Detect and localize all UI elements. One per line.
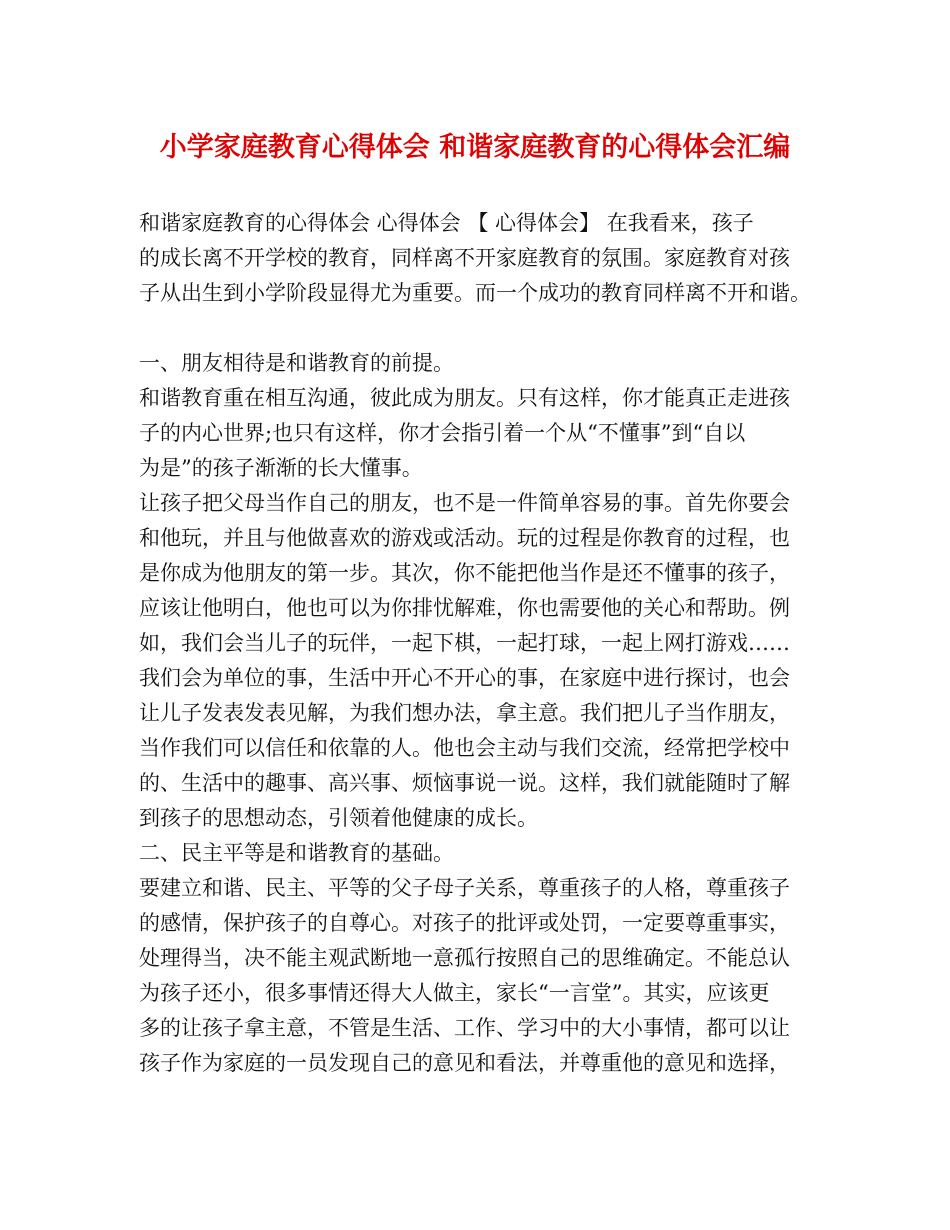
- body-line: 为孩子还小，很多事情还得大人做主，家长“一言堂”。其实，应该更: [139, 981, 770, 1005]
- body-line: 孩子作为家庭的一员发现自己的意见和看法，并尊重他的意见和选择，: [139, 1051, 790, 1075]
- body-line: 的感情，保护孩子的自尊心。对孩子的批评或处罚，一定要尊重事实，: [139, 911, 790, 935]
- body-line: 我们会为单位的事，生活中开心不开心的事，在家庭中进行探讨，也会: [139, 666, 790, 690]
- body-line: 的成长离不开学校的教育，同样离不开家庭教育的氛围。家庭教育对孩: [139, 246, 790, 270]
- body-line: 当作我们可以信任和依靠的人。他也会主动与我们交流，经常把学校中: [139, 736, 790, 760]
- body-line: 是你成为他朋友的第一步。其次，你不能把他当作是还不懂事的孩子，: [139, 561, 790, 585]
- section-heading: 一、朋友相待是和谐教育的前提。: [139, 351, 454, 375]
- body-line: 应该让他明白，他也可以为你排忧解难，你也需要他的关心和帮助。例: [139, 596, 790, 620]
- body-line: 如，我们会当儿子的玩伴，一起下棋，一起打球，一起上网打游戏……: [139, 631, 790, 655]
- body-line: 子从出生到小学阶段显得尤为重要。而一个成功的教育同样离不开和谐。: [139, 281, 811, 305]
- body-line: 和谐家庭教育的心得体会 心得体会 【 心得体会】 在我看来，孩子: [139, 211, 754, 235]
- body-line: 多的让孩子拿主意，不管是生活、工作、学习中的大小事情，都可以让: [139, 1016, 790, 1040]
- body-line: 和他玩，并且与他做喜欢的游戏或活动。玩的过程是你教育的过程，也: [139, 526, 790, 550]
- body-line: 的、生活中的趣事、高兴事、烦恼事说一说。这样，我们就能随时了解: [139, 771, 790, 795]
- document-title: 小学家庭教育心得体会 和谐家庭教育的心得体会汇编: [159, 132, 791, 163]
- body-line: 到孩子的思想动态，引领着他健康的成长。: [139, 806, 538, 830]
- body-line: 处理得当，决不能主观武断地一意孤行按照自己的思维确定。不能总认: [139, 946, 790, 970]
- body-line: 子的内心世界;也只有这样，你才会指引着一个从“不懂事”到“自以: [139, 421, 746, 445]
- section-heading: 二、民主平等是和谐教育的基础。: [139, 841, 454, 865]
- body-line: 让孩子把父母当作自己的朋友，也不是一件简单容易的事。首先你要会: [139, 491, 790, 515]
- body-line: 为是”的孩子渐渐的长大懂事。: [139, 456, 423, 480]
- body-line: 和谐教育重在相互沟通，彼此成为朋友。只有这样，你才能真正走进孩: [139, 386, 790, 410]
- body-line: 让儿子发表发表见解，为我们想办法，拿主意。我们把儿子当作朋友，: [139, 701, 790, 725]
- body-line: 要建立和谐、民主、平等的父子母子关系，尊重孩子的人格，尊重孩子: [139, 876, 790, 900]
